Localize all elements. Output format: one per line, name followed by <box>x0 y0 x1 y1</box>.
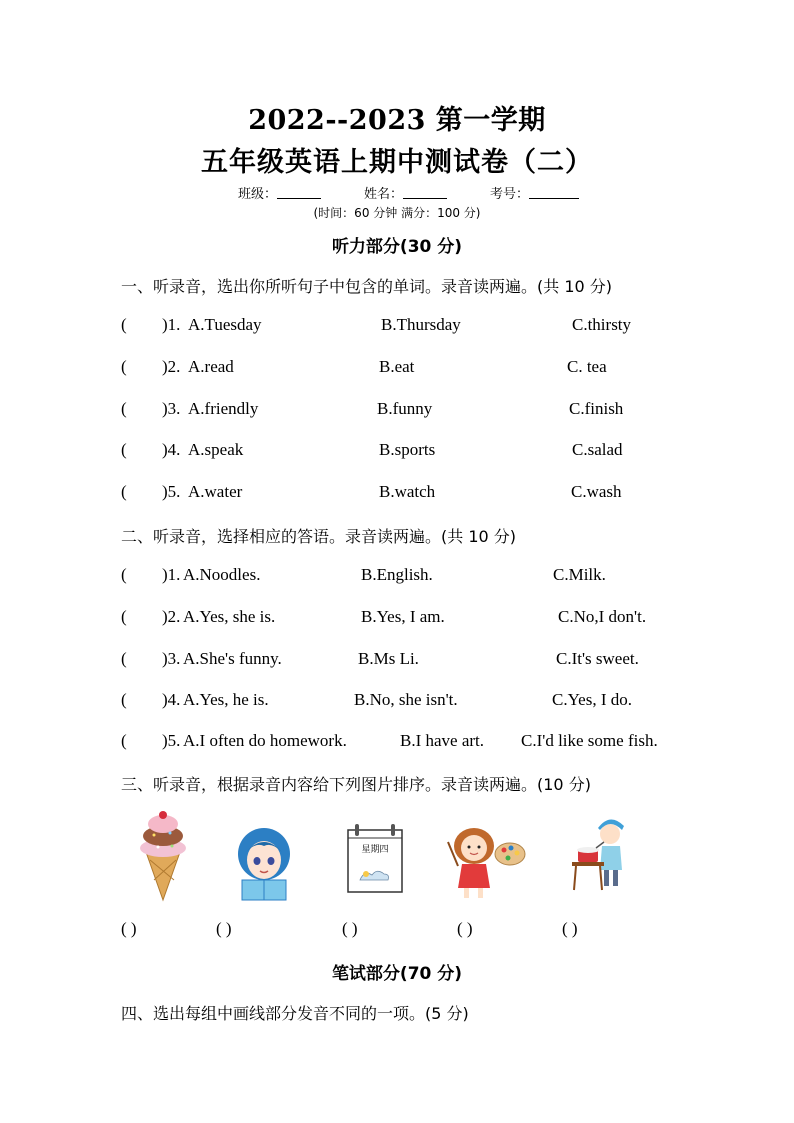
option-c[interactable]: C.It's sweet. <box>556 649 639 668</box>
option-a[interactable]: A.water <box>188 482 243 501</box>
answer-paren-open[interactable]: ( <box>121 315 127 334</box>
option-c[interactable]: C.Milk. <box>553 565 606 584</box>
picture-answer-1[interactable]: ( ) <box>121 919 137 938</box>
name-label: 姓名： <box>364 187 404 202</box>
option-c[interactable]: C.thirsty <box>572 315 632 334</box>
question-number: )2. <box>162 357 181 376</box>
option-a[interactable]: A.speak <box>188 440 244 459</box>
answer-paren-open[interactable]: ( <box>121 649 127 668</box>
girl-reading-picture <box>224 824 304 902</box>
part2-title: 二、听录音，选择相应的答语。录音读两遍。(共 10 分) <box>121 527 517 546</box>
picture-answer-5[interactable]: ( ) <box>562 919 578 938</box>
number-field <box>490 183 579 202</box>
option-b[interactable]: B.Thursday <box>381 315 461 334</box>
answer-paren-open[interactable]: ( <box>121 690 127 709</box>
question-number: )1. <box>162 565 181 584</box>
question-number: )5. <box>162 482 181 501</box>
name-blank[interactable] <box>403 186 447 199</box>
option-c[interactable]: C.No,I don't. <box>558 607 647 626</box>
question-number: )3. <box>162 399 181 418</box>
answer-paren-open[interactable]: ( <box>121 357 127 376</box>
option-c[interactable]: C.wash <box>571 482 622 501</box>
number-blank[interactable] <box>529 186 579 199</box>
part1-title: 一、听录音，选出你所听句子中包含的单词。录音读两遍。(共 10 分) <box>121 277 613 296</box>
answer-paren-open[interactable]: ( <box>121 565 127 584</box>
name-field <box>364 183 447 202</box>
option-b[interactable]: B.watch <box>379 482 436 501</box>
question-number: )4. <box>162 690 181 709</box>
answer-paren-open[interactable]: ( <box>121 607 127 626</box>
class-field <box>238 183 321 202</box>
time-note: (时间：60 分钟 满分：100 分) <box>313 206 481 220</box>
picture-answer-3[interactable]: ( ) <box>342 919 358 938</box>
answer-paren-open[interactable]: ( <box>121 440 127 459</box>
girl-painting-picture <box>444 822 528 902</box>
answer-paren-open[interactable]: ( <box>121 482 127 501</box>
number-label: 考号： <box>490 187 530 202</box>
option-b[interactable]: B.eat <box>379 357 415 376</box>
option-c[interactable]: C.finish <box>569 399 624 418</box>
girl-cooking-picture <box>566 818 634 894</box>
option-b[interactable]: B.funny <box>377 399 433 418</box>
option-a[interactable]: A.She's funny. <box>183 649 282 668</box>
option-a[interactable]: A.Yes, she is. <box>183 607 276 626</box>
class-label: 班级： <box>238 187 278 202</box>
option-a[interactable]: A.friendly <box>188 399 259 418</box>
ice-cream-picture <box>136 810 190 902</box>
question-number: )3. <box>162 649 181 668</box>
option-b[interactable]: B.I have art. <box>400 731 485 750</box>
option-b[interactable]: B.No, she isn't. <box>354 690 458 709</box>
part4-title: 四、选出每组中画线部分发音不同的一项。(5 分) <box>121 1004 469 1023</box>
option-a[interactable]: A.Tuesday <box>188 315 262 334</box>
question-number: )5. <box>162 731 181 750</box>
writing-heading: 笔试部分(70 分) <box>331 964 463 984</box>
option-b[interactable]: B.English. <box>361 565 433 584</box>
option-c[interactable]: C. tea <box>567 357 607 376</box>
calendar-picture <box>346 822 404 894</box>
part3-title: 三、听录音，根据录音内容给下列图片排序。录音读两遍。(10 分) <box>121 775 591 794</box>
option-c[interactable]: C.I'd like some fish. <box>521 731 658 750</box>
listening-heading: 听力部分(30 分) <box>331 237 463 257</box>
option-c[interactable]: C.Yes, I do. <box>552 690 632 709</box>
calendar-day-text: 星期四 <box>361 845 389 855</box>
option-b[interactable]: B.Yes, I am. <box>361 607 445 626</box>
answer-paren-open[interactable]: ( <box>121 731 127 750</box>
answer-paren-open[interactable]: ( <box>121 399 127 418</box>
option-b[interactable]: B.Ms Li. <box>358 649 419 668</box>
question-number: )1. <box>162 315 181 334</box>
option-c[interactable]: C.salad <box>572 440 623 459</box>
class-blank[interactable] <box>277 186 321 199</box>
option-b[interactable]: B.sports <box>379 440 436 459</box>
option-a[interactable]: A.Yes, he is. <box>183 690 269 709</box>
picture-answer-4[interactable]: ( ) <box>457 919 473 938</box>
exam-title: 五年级英语上期中测试卷（二） <box>201 147 593 178</box>
question-number: )2. <box>162 607 181 626</box>
exam-term-title: 2022--2023 第一学期 <box>248 105 546 136</box>
picture-answer-2[interactable]: ( ) <box>216 919 232 938</box>
question-number: )4. <box>162 440 181 459</box>
option-a[interactable]: A.Noodles. <box>183 565 261 584</box>
option-a[interactable]: A.I often do homework. <box>183 731 347 750</box>
option-a[interactable]: A.read <box>188 357 234 376</box>
